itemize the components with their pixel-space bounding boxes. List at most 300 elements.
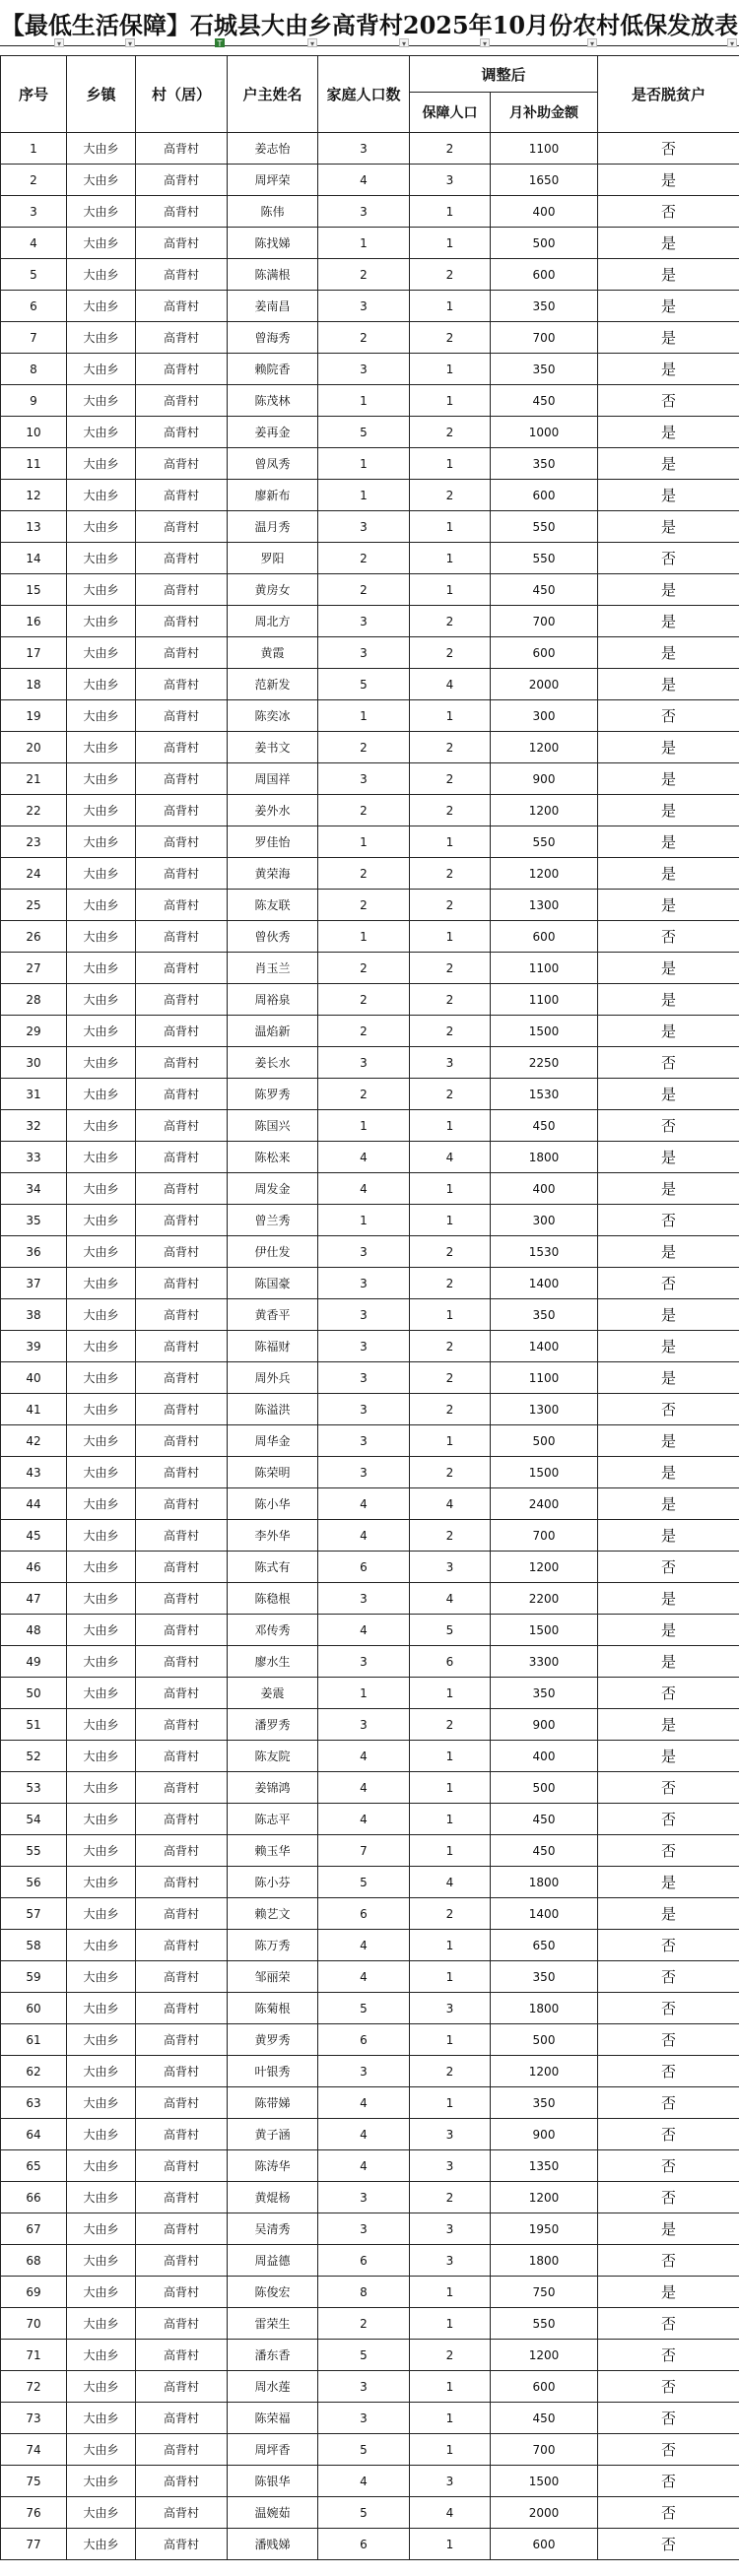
cell-poverty-exit[interactable]: 否: [598, 2182, 739, 2213]
cell-householder[interactable]: 伊仕发: [228, 1236, 318, 1268]
cell-monthly[interactable]: 1500: [491, 1615, 598, 1646]
cell-township[interactable]: 大由乡: [67, 1709, 136, 1741]
header-monthly[interactable]: 月补助金额: [491, 93, 598, 133]
header-insured[interactable]: 保障人口: [410, 93, 491, 133]
cell-township[interactable]: 大由乡: [67, 1646, 136, 1678]
cell-poverty-exit[interactable]: 是: [598, 984, 739, 1016]
cell-monthly[interactable]: 1300: [491, 1394, 598, 1425]
cell-family-size[interactable]: 3: [318, 2403, 410, 2434]
cell-insured[interactable]: 1: [410, 291, 491, 322]
cell-insured[interactable]: 1: [410, 354, 491, 385]
cell-insured[interactable]: 4: [410, 2497, 491, 2529]
cell-index[interactable]: 75: [1, 2466, 67, 2497]
cell-householder[interactable]: 吴清秀: [228, 2213, 318, 2245]
cell-monthly[interactable]: 600: [491, 2529, 598, 2560]
cell-family-size[interactable]: 3: [318, 1425, 410, 1457]
cell-village[interactable]: 高背村: [136, 165, 228, 196]
cell-householder[interactable]: 罗阳: [228, 543, 318, 574]
cell-township[interactable]: 大由乡: [67, 448, 136, 480]
cell-insured[interactable]: 1: [410, 543, 491, 574]
cell-index[interactable]: 15: [1, 574, 67, 606]
cell-poverty-exit[interactable]: 是: [598, 480, 739, 511]
cell-township[interactable]: 大由乡: [67, 2497, 136, 2529]
cell-township[interactable]: 大由乡: [67, 953, 136, 984]
cell-monthly[interactable]: 550: [491, 543, 598, 574]
cell-householder[interactable]: 周益德: [228, 2245, 318, 2277]
table-row[interactable]: [1, 2119, 739, 2150]
cell-insured[interactable]: 1: [410, 1425, 491, 1457]
cell-monthly[interactable]: 600: [491, 480, 598, 511]
cell-poverty-exit[interactable]: 否: [598, 2466, 739, 2497]
cell-insured[interactable]: 3: [410, 2213, 491, 2245]
cell-family-size[interactable]: 2: [318, 858, 410, 890]
cell-poverty-exit[interactable]: 是: [598, 795, 739, 826]
cell-index[interactable]: 70: [1, 2308, 67, 2340]
table-row[interactable]: [1, 1898, 739, 1930]
cell-monthly[interactable]: 450: [491, 1804, 598, 1835]
cell-monthly[interactable]: 1800: [491, 1867, 598, 1898]
cell-insured[interactable]: 1: [410, 228, 491, 259]
cell-township[interactable]: 大由乡: [67, 1331, 136, 1362]
cell-township[interactable]: 大由乡: [67, 1678, 136, 1709]
cell-index[interactable]: 53: [1, 1772, 67, 1804]
filter-active-icon[interactable]: T: [215, 38, 225, 47]
cell-poverty-exit[interactable]: 是: [598, 1488, 739, 1520]
cell-index[interactable]: 27: [1, 953, 67, 984]
cell-township[interactable]: 大由乡: [67, 2340, 136, 2371]
table-row[interactable]: [1, 2245, 739, 2277]
cell-township[interactable]: 大由乡: [67, 1898, 136, 1930]
cell-monthly[interactable]: 700: [491, 606, 598, 637]
header-township[interactable]: 乡镇: [67, 56, 136, 133]
cell-monthly[interactable]: 1500: [491, 2466, 598, 2497]
table-row[interactable]: [1, 2340, 739, 2371]
cell-householder[interactable]: 曾海秀: [228, 322, 318, 354]
table-row[interactable]: [1, 2056, 739, 2087]
cell-family-size[interactable]: 4: [318, 165, 410, 196]
cell-index[interactable]: 31: [1, 1079, 67, 1110]
cell-householder[interactable]: 姜书文: [228, 732, 318, 763]
cell-village[interactable]: 高背村: [136, 2119, 228, 2150]
cell-family-size[interactable]: 6: [318, 1552, 410, 1583]
cell-family-size[interactable]: 4: [318, 1772, 410, 1804]
cell-insured[interactable]: 2: [410, 1362, 491, 1394]
cell-poverty-exit[interactable]: 否: [598, 1047, 739, 1079]
table-row[interactable]: [1, 574, 739, 606]
cell-township[interactable]: 大由乡: [67, 1961, 136, 1993]
cell-monthly[interactable]: 550: [491, 826, 598, 858]
cell-insured[interactable]: 4: [410, 1142, 491, 1173]
cell-insured[interactable]: 5: [410, 1615, 491, 1646]
cell-index[interactable]: 7: [1, 322, 67, 354]
filter-dropdown-icon[interactable]: ▾: [587, 38, 597, 47]
cell-village[interactable]: 高背村: [136, 322, 228, 354]
cell-poverty-exit[interactable]: 是: [598, 2213, 739, 2245]
cell-householder[interactable]: 陈友院: [228, 1741, 318, 1772]
cell-householder[interactable]: 陈松来: [228, 1142, 318, 1173]
cell-index[interactable]: 6: [1, 291, 67, 322]
table-row[interactable]: [1, 2308, 739, 2340]
table-row[interactable]: [1, 2024, 739, 2056]
cell-family-size[interactable]: 6: [318, 2529, 410, 2560]
cell-householder[interactable]: 陈荣福: [228, 2403, 318, 2434]
cell-poverty-exit[interactable]: 否: [598, 2529, 739, 2560]
table-row[interactable]: [1, 417, 739, 448]
cell-index[interactable]: 12: [1, 480, 67, 511]
cell-poverty-exit[interactable]: 是: [598, 1079, 739, 1110]
table-row[interactable]: [1, 322, 739, 354]
cell-family-size[interactable]: 4: [318, 2119, 410, 2150]
table-row[interactable]: [1, 165, 739, 196]
cell-index[interactable]: 5: [1, 259, 67, 291]
cell-monthly[interactable]: 1200: [491, 858, 598, 890]
cell-index[interactable]: 18: [1, 669, 67, 700]
cell-householder[interactable]: 温月秀: [228, 511, 318, 543]
cell-village[interactable]: 高背村: [136, 1047, 228, 1079]
cell-index[interactable]: 14: [1, 543, 67, 574]
cell-township[interactable]: 大由乡: [67, 2371, 136, 2403]
cell-monthly[interactable]: 1100: [491, 133, 598, 165]
cell-family-size[interactable]: 2: [318, 795, 410, 826]
cell-index[interactable]: 63: [1, 2087, 67, 2119]
cell-monthly[interactable]: 1200: [491, 795, 598, 826]
cell-village[interactable]: 高背村: [136, 1552, 228, 1583]
cell-township[interactable]: 大由乡: [67, 700, 136, 732]
cell-village[interactable]: 高背村: [136, 1709, 228, 1741]
cell-village[interactable]: 高背村: [136, 1425, 228, 1457]
cell-village[interactable]: 高背村: [136, 2403, 228, 2434]
cell-village[interactable]: 高背村: [136, 921, 228, 953]
table-row[interactable]: [1, 637, 739, 669]
cell-village[interactable]: 高背村: [136, 259, 228, 291]
cell-family-size[interactable]: 4: [318, 2150, 410, 2182]
cell-index[interactable]: 17: [1, 637, 67, 669]
cell-index[interactable]: 56: [1, 1867, 67, 1898]
table-row[interactable]: [1, 1079, 739, 1110]
cell-township[interactable]: 大由乡: [67, 1016, 136, 1047]
cell-village[interactable]: 高背村: [136, 2245, 228, 2277]
cell-village[interactable]: 高背村: [136, 795, 228, 826]
cell-householder[interactable]: 陈满根: [228, 259, 318, 291]
cell-family-size[interactable]: 8: [318, 2277, 410, 2308]
cell-index[interactable]: 40: [1, 1362, 67, 1394]
cell-index[interactable]: 36: [1, 1236, 67, 1268]
table-row[interactable]: [1, 2434, 739, 2466]
cell-family-size[interactable]: 3: [318, 637, 410, 669]
cell-index[interactable]: 67: [1, 2213, 67, 2245]
header-poverty-exit[interactable]: 是否脱贫户: [598, 56, 739, 133]
cell-householder[interactable]: 陈罗秀: [228, 1079, 318, 1110]
cell-householder[interactable]: 曾兰秀: [228, 1205, 318, 1236]
cell-township[interactable]: 大由乡: [67, 2150, 136, 2182]
table-row[interactable]: [1, 826, 739, 858]
cell-poverty-exit[interactable]: 是: [598, 1898, 739, 1930]
table-row[interactable]: [1, 1205, 739, 1236]
cell-village[interactable]: 高背村: [136, 2308, 228, 2340]
cell-village[interactable]: 高背村: [136, 1016, 228, 1047]
cell-insured[interactable]: 2: [410, 322, 491, 354]
cell-family-size[interactable]: 3: [318, 1331, 410, 1362]
cell-insured[interactable]: 1: [410, 1205, 491, 1236]
cell-family-size[interactable]: 2: [318, 2308, 410, 2340]
cell-monthly[interactable]: 300: [491, 700, 598, 732]
cell-township[interactable]: 大由乡: [67, 228, 136, 259]
cell-monthly[interactable]: 1100: [491, 953, 598, 984]
cell-householder[interactable]: 周水莲: [228, 2371, 318, 2403]
cell-index[interactable]: 34: [1, 1173, 67, 1205]
cell-insured[interactable]: 2: [410, 732, 491, 763]
cell-village[interactable]: 高背村: [136, 637, 228, 669]
cell-township[interactable]: 大由乡: [67, 1268, 136, 1299]
cell-poverty-exit[interactable]: 是: [598, 1425, 739, 1457]
cell-township[interactable]: 大由乡: [67, 890, 136, 921]
cell-family-size[interactable]: 4: [318, 1930, 410, 1961]
cell-poverty-exit[interactable]: 是: [598, 1299, 739, 1331]
cell-township[interactable]: 大由乡: [67, 1930, 136, 1961]
cell-monthly[interactable]: 1100: [491, 1362, 598, 1394]
table-row[interactable]: [1, 953, 739, 984]
cell-poverty-exit[interactable]: 是: [598, 448, 739, 480]
cell-township[interactable]: 大由乡: [67, 1457, 136, 1488]
cell-index[interactable]: 77: [1, 2529, 67, 2560]
cell-township[interactable]: 大由乡: [67, 2434, 136, 2466]
cell-monthly[interactable]: 600: [491, 259, 598, 291]
cell-index[interactable]: 49: [1, 1646, 67, 1678]
cell-index[interactable]: 65: [1, 2150, 67, 2182]
cell-poverty-exit[interactable]: 否: [598, 1268, 739, 1299]
cell-index[interactable]: 10: [1, 417, 67, 448]
cell-insured[interactable]: 1: [410, 385, 491, 417]
cell-family-size[interactable]: 5: [318, 1867, 410, 1898]
cell-poverty-exit[interactable]: 否: [598, 1804, 739, 1835]
cell-insured[interactable]: 4: [410, 1583, 491, 1615]
cell-family-size[interactable]: 3: [318, 2213, 410, 2245]
table-row[interactable]: [1, 700, 739, 732]
cell-poverty-exit[interactable]: 否: [598, 2150, 739, 2182]
table-row[interactable]: [1, 2403, 739, 2434]
cell-monthly[interactable]: 500: [491, 1425, 598, 1457]
cell-insured[interactable]: 2: [410, 1016, 491, 1047]
cell-family-size[interactable]: 4: [318, 2087, 410, 2119]
cell-householder[interactable]: 陈国兴: [228, 1110, 318, 1142]
cell-township[interactable]: 大由乡: [67, 480, 136, 511]
table-row[interactable]: [1, 1961, 739, 1993]
cell-householder[interactable]: 周裕泉: [228, 984, 318, 1016]
table-row[interactable]: [1, 385, 739, 417]
cell-insured[interactable]: 3: [410, 2119, 491, 2150]
cell-index[interactable]: 22: [1, 795, 67, 826]
cell-village[interactable]: 高背村: [136, 133, 228, 165]
cell-poverty-exit[interactable]: 否: [598, 2371, 739, 2403]
cell-village[interactable]: 高背村: [136, 1299, 228, 1331]
cell-village[interactable]: 高背村: [136, 953, 228, 984]
cell-insured[interactable]: 2: [410, 1331, 491, 1362]
table-row[interactable]: [1, 1615, 739, 1646]
cell-village[interactable]: 高背村: [136, 2213, 228, 2245]
table-row[interactable]: [1, 543, 739, 574]
cell-poverty-exit[interactable]: 是: [598, 259, 739, 291]
cell-householder[interactable]: 范新发: [228, 669, 318, 700]
cell-township[interactable]: 大由乡: [67, 858, 136, 890]
cell-family-size[interactable]: 4: [318, 1961, 410, 1993]
cell-monthly[interactable]: 500: [491, 1772, 598, 1804]
cell-family-size[interactable]: 4: [318, 1142, 410, 1173]
cell-householder[interactable]: 陈菊根: [228, 1993, 318, 2024]
cell-township[interactable]: 大由乡: [67, 291, 136, 322]
cell-monthly[interactable]: 1200: [491, 2340, 598, 2371]
cell-index[interactable]: 64: [1, 2119, 67, 2150]
cell-family-size[interactable]: 3: [318, 1047, 410, 1079]
cell-family-size[interactable]: 3: [318, 1583, 410, 1615]
cell-householder[interactable]: 肖玉兰: [228, 953, 318, 984]
table-row[interactable]: [1, 2466, 739, 2497]
table-row[interactable]: [1, 1867, 739, 1898]
cell-index[interactable]: 19: [1, 700, 67, 732]
cell-township[interactable]: 大由乡: [67, 259, 136, 291]
cell-poverty-exit[interactable]: 是: [598, 228, 739, 259]
cell-index[interactable]: 26: [1, 921, 67, 953]
cell-householder[interactable]: 陈涛华: [228, 2150, 318, 2182]
cell-index[interactable]: 46: [1, 1552, 67, 1583]
cell-village[interactable]: 高背村: [136, 2434, 228, 2466]
cell-family-size[interactable]: 3: [318, 511, 410, 543]
cell-monthly[interactable]: 650: [491, 1930, 598, 1961]
table-row[interactable]: [1, 1930, 739, 1961]
cell-poverty-exit[interactable]: 否: [598, 1772, 739, 1804]
cell-village[interactable]: 高背村: [136, 2182, 228, 2213]
cell-index[interactable]: 54: [1, 1804, 67, 1835]
cell-village[interactable]: 高背村: [136, 2024, 228, 2056]
cell-householder[interactable]: 潘贱娣: [228, 2529, 318, 2560]
cell-insured[interactable]: 1: [410, 1110, 491, 1142]
cell-poverty-exit[interactable]: 是: [598, 574, 739, 606]
cell-insured[interactable]: 1: [410, 1930, 491, 1961]
cell-poverty-exit[interactable]: 否: [598, 1552, 739, 1583]
cell-family-size[interactable]: 3: [318, 196, 410, 228]
cell-monthly[interactable]: 1400: [491, 1898, 598, 1930]
cell-village[interactable]: 高背村: [136, 606, 228, 637]
cell-householder[interactable]: 陈福财: [228, 1331, 318, 1362]
cell-monthly[interactable]: 750: [491, 2277, 598, 2308]
cell-insured[interactable]: 6: [410, 1646, 491, 1678]
cell-index[interactable]: 28: [1, 984, 67, 1016]
cell-householder[interactable]: 陈友联: [228, 890, 318, 921]
cell-family-size[interactable]: 1: [318, 700, 410, 732]
cell-householder[interactable]: 李外华: [228, 1520, 318, 1552]
table-row[interactable]: [1, 2529, 739, 2560]
cell-index[interactable]: 41: [1, 1394, 67, 1425]
cell-monthly[interactable]: 450: [491, 1835, 598, 1867]
cell-family-size[interactable]: 3: [318, 1394, 410, 1425]
cell-village[interactable]: 高背村: [136, 1898, 228, 1930]
cell-family-size[interactable]: 2: [318, 574, 410, 606]
cell-index[interactable]: 43: [1, 1457, 67, 1488]
cell-index[interactable]: 38: [1, 1299, 67, 1331]
cell-village[interactable]: 高背村: [136, 2466, 228, 2497]
cell-poverty-exit[interactable]: 是: [598, 511, 739, 543]
cell-householder[interactable]: 周发金: [228, 1173, 318, 1205]
cell-monthly[interactable]: 1350: [491, 2150, 598, 2182]
filter-dropdown-icon[interactable]: ▾: [399, 38, 409, 47]
cell-householder[interactable]: 陈稳根: [228, 1583, 318, 1615]
cell-insured[interactable]: 2: [410, 1520, 491, 1552]
cell-family-size[interactable]: 1: [318, 480, 410, 511]
cell-householder[interactable]: 廖水生: [228, 1646, 318, 1678]
cell-family-size[interactable]: 4: [318, 1488, 410, 1520]
cell-poverty-exit[interactable]: 是: [598, 890, 739, 921]
cell-village[interactable]: 高背村: [136, 1804, 228, 1835]
cell-insured[interactable]: 1: [410, 1835, 491, 1867]
cell-village[interactable]: 高背村: [136, 1678, 228, 1709]
cell-village[interactable]: 高背村: [136, 1173, 228, 1205]
cell-insured[interactable]: 2: [410, 606, 491, 637]
cell-insured[interactable]: 2: [410, 1709, 491, 1741]
cell-insured[interactable]: 3: [410, 1993, 491, 2024]
cell-householder[interactable]: 陈国豪: [228, 1268, 318, 1299]
table-row[interactable]: [1, 795, 739, 826]
cell-householder[interactable]: 邓传秀: [228, 1615, 318, 1646]
cell-village[interactable]: 高背村: [136, 1520, 228, 1552]
cell-township[interactable]: 大由乡: [67, 1488, 136, 1520]
table-row[interactable]: [1, 1709, 739, 1741]
cell-index[interactable]: 47: [1, 1583, 67, 1615]
cell-monthly[interactable]: 450: [491, 574, 598, 606]
cell-family-size[interactable]: 1: [318, 1205, 410, 1236]
cell-poverty-exit[interactable]: 否: [598, 2434, 739, 2466]
cell-village[interactable]: 高背村: [136, 1835, 228, 1867]
cell-family-size[interactable]: 3: [318, 2056, 410, 2087]
cell-insured[interactable]: 1: [410, 1961, 491, 1993]
cell-poverty-exit[interactable]: 否: [598, 1993, 739, 2024]
cell-monthly[interactable]: 2000: [491, 2497, 598, 2529]
cell-township[interactable]: 大由乡: [67, 1835, 136, 1867]
cell-township[interactable]: 大由乡: [67, 1552, 136, 1583]
cell-index[interactable]: 4: [1, 228, 67, 259]
cell-village[interactable]: 高背村: [136, 1205, 228, 1236]
cell-householder[interactable]: 陈荣明: [228, 1457, 318, 1488]
cell-township[interactable]: 大由乡: [67, 2277, 136, 2308]
cell-index[interactable]: 44: [1, 1488, 67, 1520]
cell-householder[interactable]: 黄荣海: [228, 858, 318, 890]
cell-monthly[interactable]: 500: [491, 2024, 598, 2056]
cell-village[interactable]: 高背村: [136, 448, 228, 480]
cell-family-size[interactable]: 7: [318, 1835, 410, 1867]
cell-village[interactable]: 高背村: [136, 1772, 228, 1804]
cell-village[interactable]: 高背村: [136, 385, 228, 417]
cell-insured[interactable]: 1: [410, 448, 491, 480]
cell-village[interactable]: 高背村: [136, 1583, 228, 1615]
cell-monthly[interactable]: 350: [491, 1961, 598, 1993]
cell-family-size[interactable]: 3: [318, 354, 410, 385]
cell-householder[interactable]: 陈溢洪: [228, 1394, 318, 1425]
cell-village[interactable]: 高背村: [136, 1079, 228, 1110]
cell-poverty-exit[interactable]: 是: [598, 1520, 739, 1552]
cell-township[interactable]: 大由乡: [67, 2245, 136, 2277]
table-row[interactable]: [1, 1993, 739, 2024]
table-row[interactable]: [1, 732, 739, 763]
cell-monthly[interactable]: 2200: [491, 1583, 598, 1615]
cell-village[interactable]: 高背村: [136, 2497, 228, 2529]
cell-index[interactable]: 23: [1, 826, 67, 858]
cell-householder[interactable]: 曾伙秀: [228, 921, 318, 953]
cell-householder[interactable]: 陈伟: [228, 196, 318, 228]
cell-township[interactable]: 大由乡: [67, 2308, 136, 2340]
table-row[interactable]: [1, 511, 739, 543]
cell-monthly[interactable]: 550: [491, 2308, 598, 2340]
cell-householder[interactable]: 潘罗秀: [228, 1709, 318, 1741]
cell-householder[interactable]: 叶银秀: [228, 2056, 318, 2087]
cell-poverty-exit[interactable]: 否: [598, 1394, 739, 1425]
